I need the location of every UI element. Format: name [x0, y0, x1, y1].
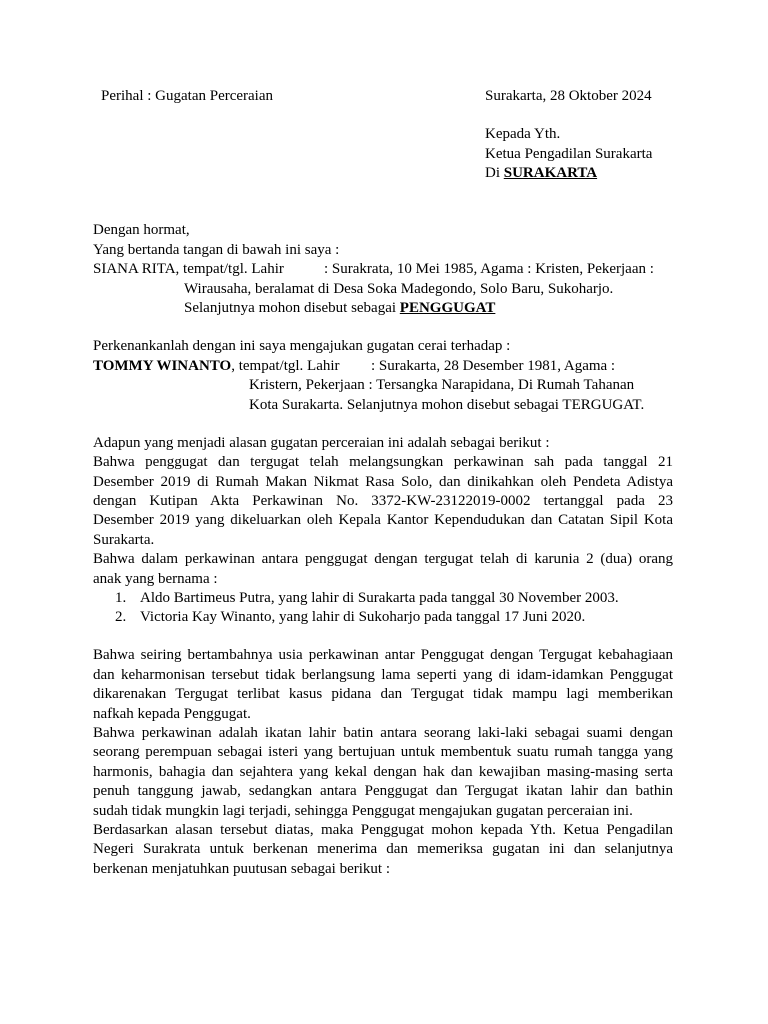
- plaintiff-designation: [184, 299, 495, 319]
- addressee-city: [485, 164, 597, 184]
- paragraph-line: Desember 2019 yang dikeluarkan oleh Kepala Kantor Kependudukan dan Catatan Sipil Kota: [93, 512, 673, 528]
- salutation: Dengan hormat,: [93, 222, 190, 238]
- subject-line: Perihal : Gugatan Perceraian: [101, 88, 274, 104]
- defendant-designation: Kota Surakarta. Selanjutnya mohon disebut sebagai TERGUGAT.: [249, 397, 645, 413]
- paragraph-line: berkenan menjatuhkan puutusan sebagai berikut :: [93, 861, 390, 877]
- child-number: 2.: [115, 609, 127, 625]
- paragraph-line: Bahwa perkawinan adalah ikatan lahir batin antara seorang laki-laki sebagai suami dengan: [93, 725, 673, 741]
- child-item: Victoria Kay Winanto, yang lahir di Sukoharjo pada tanggal 17 Juni 2020.: [140, 609, 586, 625]
- defendant-birth-label: , tempat/tgl. Lahir: [231, 358, 340, 374]
- defendant-intro: Perkenankanlah dengan ini saya mengajukan gugatan cerai terhadap :: [93, 338, 511, 354]
- paragraph-line: Negeri Surakrata untuk berkenan menerima dan memeriksa gugatan ini dan selanjutnya: [93, 841, 673, 857]
- paragraph-line: seorang perempuan sebagai isteri yang bertujuan untuk membentuk suatu rumah tangga yang: [93, 744, 673, 760]
- paragraph-line: dengan Kutipan Akta Perkawinan No. 3372-KW-23122019-0002 tertanggal pada 23: [93, 493, 673, 509]
- plaintiff-designation-text: Selanjutnya mohon disebut sebagai: [184, 300, 400, 316]
- plaintiff-label: SIANA RITA, tempat/tgl. Lahir: [93, 261, 284, 277]
- addressee-city-prefix: Di: [485, 165, 504, 181]
- paragraph-line: Bahwa penggugat dan tergugat telah melangsungkan perkawinan sah pada tanggal 21: [93, 454, 673, 470]
- paragraph-line: harmonis, bahagia dan sejahtera yang kekal dengan hak dan kewajiban masing-masing serta: [93, 764, 673, 780]
- paragraph-line: Bahwa dalam perkawinan antara penggugat dengan tergugat telah di karunia 2 (dua) orang: [93, 551, 673, 567]
- defendant-occupation: Kristern, Pekerjaan : Tersangka Narapidana, Di Rumah Tahanan: [249, 377, 635, 393]
- addressee-city-name: SURAKARTA: [503, 165, 598, 181]
- paragraph-line: Bahwa seiring bertambahnya usia perkawinan antar Penggugat dengan Tergugat kebahagiaan: [93, 647, 673, 663]
- paragraph-line: nafkah kepada Penggugat.: [93, 706, 251, 722]
- defendant-name: TOMMY WINANTO: [93, 358, 232, 374]
- signer-intro: Yang bertanda tangan di bawah ini saya :: [93, 242, 340, 258]
- child-number: 1.: [115, 590, 127, 606]
- paragraph-line: sudah tidak mungkin lagi terjadi, sehingga Penggugat mengajukan gugatan perceraian ini.: [93, 803, 633, 819]
- addressee-title: Ketua Pengadilan Surakarta: [485, 146, 653, 162]
- defendant-details: : Surakarta, 28 Desember 1981, Agama :: [371, 358, 616, 374]
- place-date: Surakarta, 28 Oktober 2024: [485, 88, 652, 104]
- plaintiff-role: PENGGUGAT: [399, 300, 496, 316]
- addressee-greeting: Kepada Yth.: [485, 126, 561, 142]
- paragraph-line: dikarenakan Tergugat terlibat kasus pidana dan Tergugat tidak mampu lagi memberikan: [93, 686, 673, 702]
- paragraph-line: anak yang bernama :: [93, 571, 218, 587]
- paragraph-line: penuh tanggung jawab, sedangkan antara Penggugat dan Tergugat ikatan lahir dan bathin: [93, 783, 673, 799]
- paragraph-line: Surakarta.: [93, 532, 155, 548]
- reasons-intro: Adapun yang menjadi alasan gugatan perceraian ini adalah sebagai berikut :: [93, 435, 550, 451]
- paragraph-line: Berdasarkan alasan tersebut diatas, maka Penggugat mohon kepada Yth. Ketua Pengadilan: [93, 822, 673, 838]
- plaintiff-details: : Surakrata, 10 Mei 1985, Agama : Kristen, Pekerjaan :: [324, 261, 654, 277]
- child-item: Aldo Bartimeus Putra, yang lahir di Surakarta pada tanggal 30 November 2003.: [140, 590, 619, 606]
- paragraph-line: dan keharmonisan tersebut tidak berlangsung lama seperti yang di idam-idamkan Penggugat: [93, 667, 673, 683]
- defendant-label: [93, 357, 340, 377]
- plaintiff-occupation-address: Wirausaha, beralamat di Desa Soka Madegondo, Solo Baru, Sukoharjo.: [184, 281, 614, 297]
- paragraph-line: Desember 2019 di Rumah Makan Nikmat Rasa Solo, dan dinikahkan oleh Pendeta Adistya: [93, 474, 673, 490]
